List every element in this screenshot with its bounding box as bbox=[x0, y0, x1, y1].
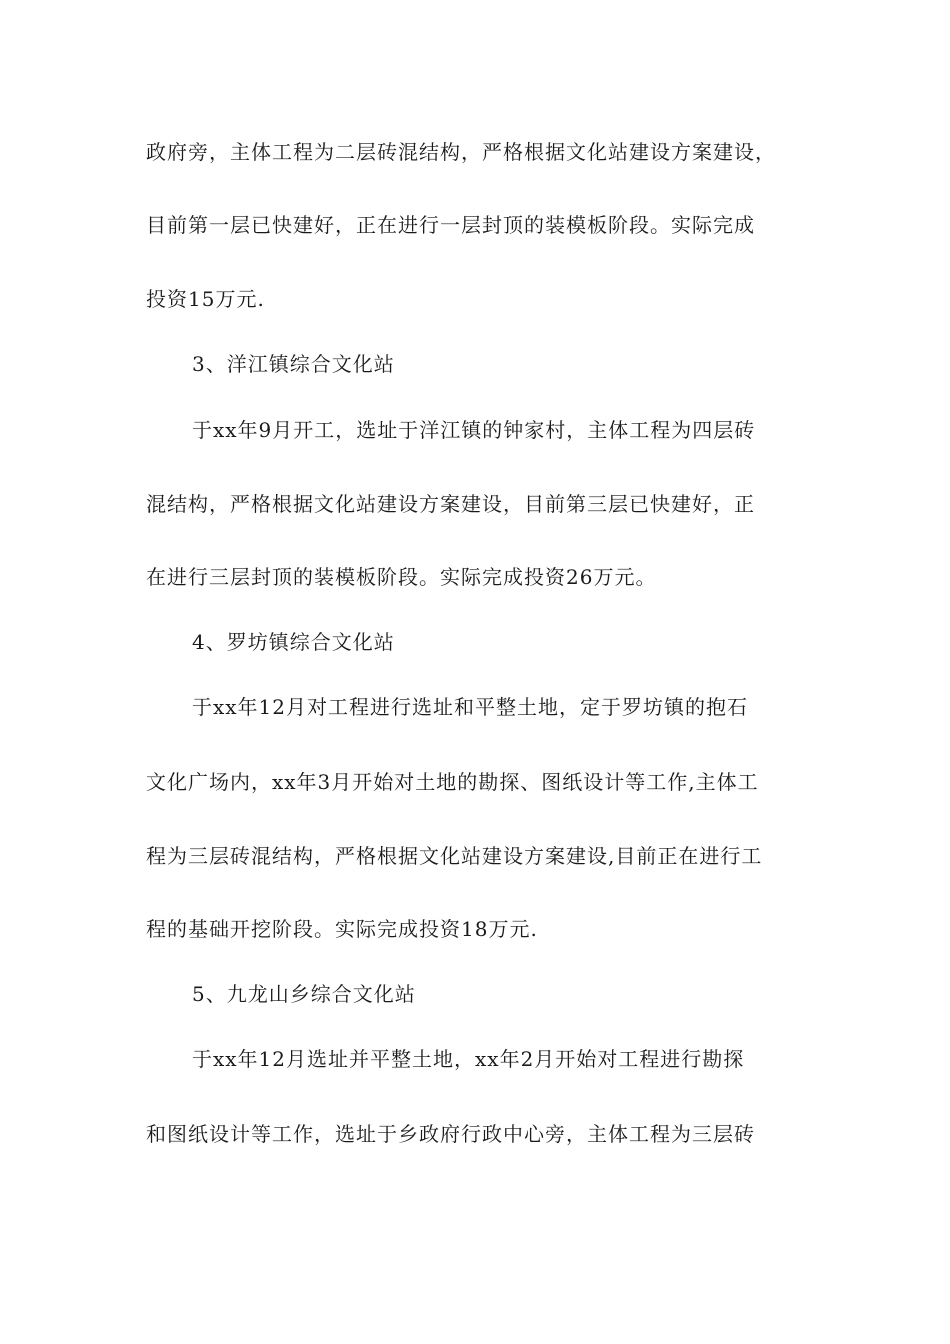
paragraph-line: 政府旁，主体工程为二层砖混结构，严格根据文化站建设方案建设， bbox=[146, 140, 776, 164]
paragraph-line: 和图纸设计等工作，选址于乡政府行政中心旁，主体工程为三层砖 bbox=[146, 1122, 755, 1146]
paragraph-line: 文化广场内，xx年3月开始对土地的勘探、图纸设计等工作,主体工 bbox=[146, 770, 759, 794]
section-heading: 4、罗坊镇综合文化站 bbox=[192, 630, 395, 654]
paragraph-line: 程的基础开挖阶段。实际完成投资18万元. bbox=[146, 917, 538, 941]
paragraph-line: 程为三层砖混结构，严格根据文化站建设方案建设,目前正在进行工 bbox=[146, 844, 763, 868]
paragraph-line: 目前第一层已快建好，正在进行一层封顶的装模板阶段。实际完成 bbox=[146, 213, 755, 237]
paragraph-line: 在进行三层封顶的装模板阶段。实际完成投资26万元。 bbox=[146, 565, 657, 589]
section-heading: 5、九龙山乡综合文化站 bbox=[192, 982, 416, 1006]
paragraph-line: 投资15万元. bbox=[146, 287, 265, 311]
section-heading: 3、洋江镇综合文化站 bbox=[192, 352, 395, 376]
paragraph-line: 于xx年12月对工程进行选址和平整土地，定于罗坊镇的抱石 bbox=[192, 695, 749, 719]
paragraph-line: 混结构，严格根据文化站建设方案建设，目前第三层已快建好，正 bbox=[146, 492, 755, 516]
paragraph-line: 于xx年12月选址并平整土地，xx年2月开始对工程进行勘探 bbox=[192, 1047, 745, 1071]
paragraph-line: 于xx年9月开工，选址于洋江镇的钟家村，主体工程为四层砖 bbox=[192, 418, 756, 442]
